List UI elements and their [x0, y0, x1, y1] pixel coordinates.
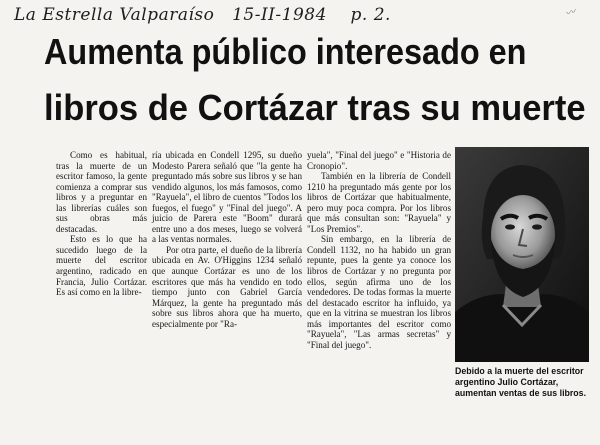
photo-caption: Debido a la muerte del escritor argentino Julio Cortázar, aumentan ventas de sus libros.	[455, 366, 587, 398]
author-photo	[455, 147, 589, 362]
article-column-2	[152, 150, 302, 329]
date-note: 15-II-1984	[232, 5, 327, 25]
article-column-1	[56, 150, 147, 298]
paragraph: yuela", "Final del juego" e "Historia de Cronopio".	[307, 150, 451, 171]
paragraph: Esto es lo que ha sucedido luego de la muerte del escritor argentino, radicado en Francia, Julio Cortázar. Es así como en la libre-	[56, 234, 147, 298]
headline-line-1: Aumenta público interesado en	[44, 31, 527, 72]
paragraph: Como es habitual, tras la muerte de un escritor famoso, la gente comienza a comprar sus libros y a preguntar en las librerías cuáles son sus obras más destacadas.	[56, 150, 147, 234]
page-note: p. 2.	[350, 5, 391, 25]
paragraph: Sin embargo, en la librería de Condell 1132, no ha habido un gran repunte, pues la gente ya conoce los libros de Cortázar y no pregunta por ellos, según afirma uno de los vendedores. De todas formas la muerte del destacado escritor ha influido, ya que en la vitrina se muestran los libros más importantes del escritor como "Rayuela", "Las armas secretas" y "Final del juego".	[307, 234, 451, 350]
article-column-3	[307, 150, 451, 350]
headline-line-2: libros de Cortázar tras su muerte	[44, 87, 586, 128]
paragraph: También en la librería de Condell 1210 ha preguntado más gente por los libros de Cortázar que habitualmente, pero muy poca compra. Por los libros que más consultan son: "Rayuela" y "Los Premios".	[307, 171, 451, 234]
paragraph: ría ubicada en Condell 1295, su dueño Modesto Parera señaló que "la gente ha preguntado más sobre sus libros y se han vendido algunos, los más famosos, como "Rayuela", el libro de cuentos "Todos los fuegos, el fuego" y "Final del juego". A juicio de Parera este "Boom" durará entre uno a dos meses, luego se volverá a las ventas normales.	[152, 150, 302, 245]
margin-scribble: 〰	[564, 6, 578, 21]
handwritten-annotation	[14, 1, 454, 29]
paragraph: Por otra parte, el dueño de la librería ubicada en Av. O'Higgins 1234 señaló que aunque Cortázar es uno de los escritores que más ha vendido en todo tiempo junto con Gabriel García Márquez, la gente ha preguntado más sobre sus libros ahora que ha muerto, especialmente por "Ra-	[152, 244, 302, 329]
source-note: La Estrella Valparaíso	[14, 5, 215, 25]
